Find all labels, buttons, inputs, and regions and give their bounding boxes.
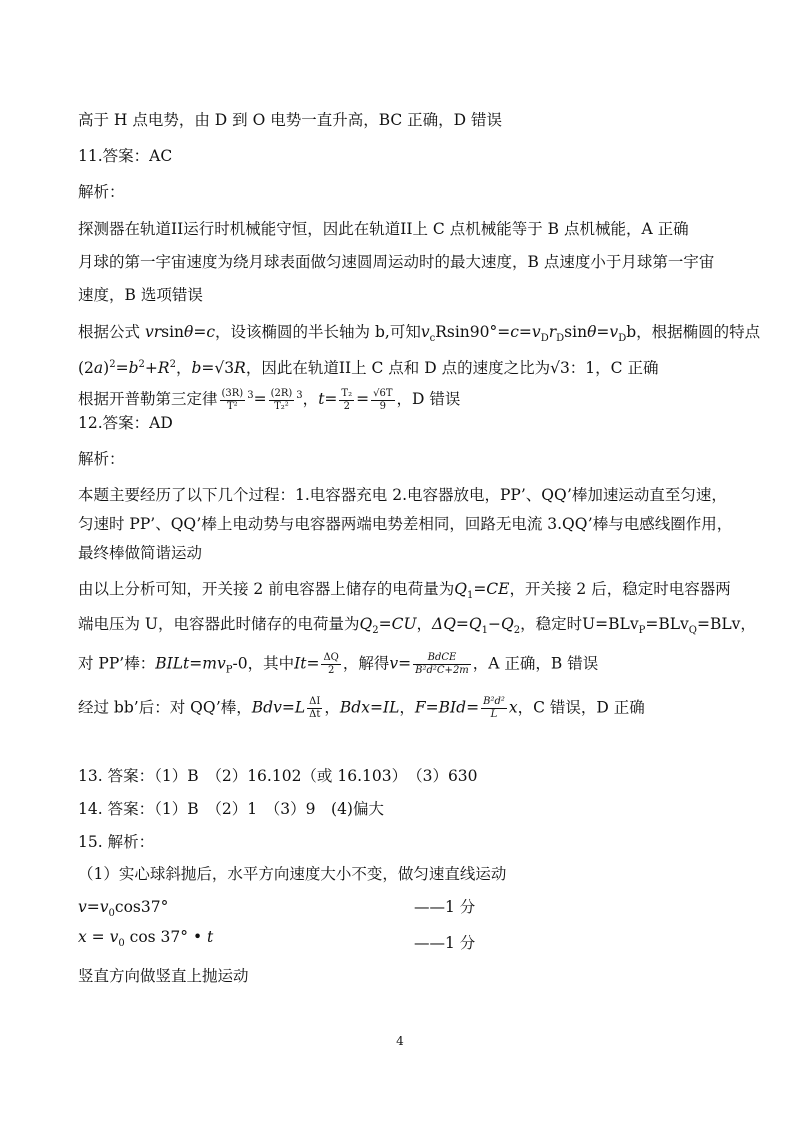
fraction: $\frac{\text{BdCE}}{\text{B²d²C+2m}}$ xyxy=(415,652,469,676)
formula-line-15: 由以上分析可知，开关接 2 前电容器上储存的电荷量为$Q_1=CE$，开关接 2 后，稳定时电容器两 xyxy=(78,580,731,602)
answer-14: 14. 答案：（1）B （2）1 （3）9 (4)偏大 xyxy=(78,800,384,818)
text-line-12: 本题主要经历了以下几个过程：1.电容器充电 2.电容器放电，PP’、QQ’棒加速运动直至匀速， xyxy=(78,486,727,504)
fraction: $\frac{√6T}{9}$ xyxy=(373,387,393,412)
score-mark: ——1 分 xyxy=(414,934,476,952)
text-line-5: 月球的第一宇宙速度为绕月球表面做匀速圆周运动时的最大速度，B 点速度小于月球第一宇宙 xyxy=(78,253,715,271)
fraction: $\frac{\Delta Q}{2}$ xyxy=(323,652,339,676)
answer-11: 11.答案：AC xyxy=(78,147,173,165)
formula-line-16: 端电压为 U，电容器此时储存的电荷量为$Q_2=CU$，$\Delta Q=Q_1-Q_2$，稳定时U=BLv$_P$=BLv$_Q$=BLv， xyxy=(78,615,756,637)
formula-line-7: 根据公式 vrsinθ=c，设该椭圆的半长轴为 b,可知$v_cRsin90^\circ=c=v_Dr_D\sin\theta=v_Db$，根据椭圆的特点 xyxy=(78,323,761,345)
formula-line-24: $x = v_0$ cos 37° • t xyxy=(78,928,214,950)
fraction: $\frac{\Delta I}{\Delta t}$ xyxy=(309,696,321,720)
formula-line-17: 对 PP’棒：$BILt=mv_P-0$，其中It= $\frac{\Delta Q}{2}$ ，解得v= $\frac{\text{BdCE}}{\text{B²d²C+2m}}$ ，A 正确，B 错误 xyxy=(78,652,599,676)
page-number: 4 xyxy=(396,1034,404,1048)
text-line-14: 最终棒做简谐运动 xyxy=(78,544,203,562)
analysis-label: 解析： xyxy=(78,450,125,468)
analysis-15: 15. 解析： xyxy=(78,833,155,851)
formula-line-8: $(2a)^2=b^2+R^2$，b=√3R，因此在轨道II上 C 点和 D 点的速度之比为√3：1，C 正确 xyxy=(78,359,659,378)
text-line-13: 匀速时 PP’、QQ’棒上电动势与电容器两端电势差相同，回路无电流 3.QQ’棒与电感线圈作用， xyxy=(78,515,733,533)
fraction: $\frac{\text{B²d²}}{L}$ xyxy=(483,696,505,720)
answer-13: 13. 答案：（1）B （2）16.102（或 16.103） （3）630 xyxy=(78,767,478,785)
text-line-1: 高于 H 点电势，由 D 到 O 电势一直升高，BC 正确，D 错误 xyxy=(78,111,503,129)
text-line-6: 速度，B 选项错误 xyxy=(78,286,203,304)
formula-line-18: 经过 bb’后：对 QQ’棒，Bdv=L $\frac{\Delta I}{\Delta t}$ ，Bdx=IL，F=BId= $\frac{\text{B²d²}}{L}$ x，C 错误，D 正确 xyxy=(78,696,645,720)
fraction: $\frac{(3R)}{\text{T²}}$ xyxy=(221,387,244,412)
answer-12: 12.答案：AD xyxy=(78,414,173,432)
fraction: $\frac{\text{T₂}}{2}$ xyxy=(341,387,353,412)
fraction: $\frac{(2R)}{\text{T₂²}}$ xyxy=(270,387,293,412)
formula-line-9: 根据开普勒第三定律 $\frac{(3R)}{\text{T²}}$ $^3$= $\frac{(2R)}{\text{T₂²}}$ $^3$，t= $\frac{\text{T₂}}{2}$ = $\frac{√6T}{9}$ ，D 错误 xyxy=(78,387,461,412)
text-line-4: 探测器在轨道II运行时机械能守恒，因此在轨道II上 C 点机械能等于 B 点机械能，A 正确 xyxy=(78,220,689,238)
formula-line-23: $v=v_0\cos 37^\circ$ xyxy=(78,898,169,920)
text-line-25: 竖直方向做竖直上抛运动 xyxy=(78,967,249,985)
text-line-22: （1）实心球斜抛后，水平方向速度大小不变，做匀速直线运动 xyxy=(78,865,507,883)
score-mark: ——1 分 xyxy=(414,898,476,916)
analysis-label: 解析： xyxy=(78,183,125,201)
